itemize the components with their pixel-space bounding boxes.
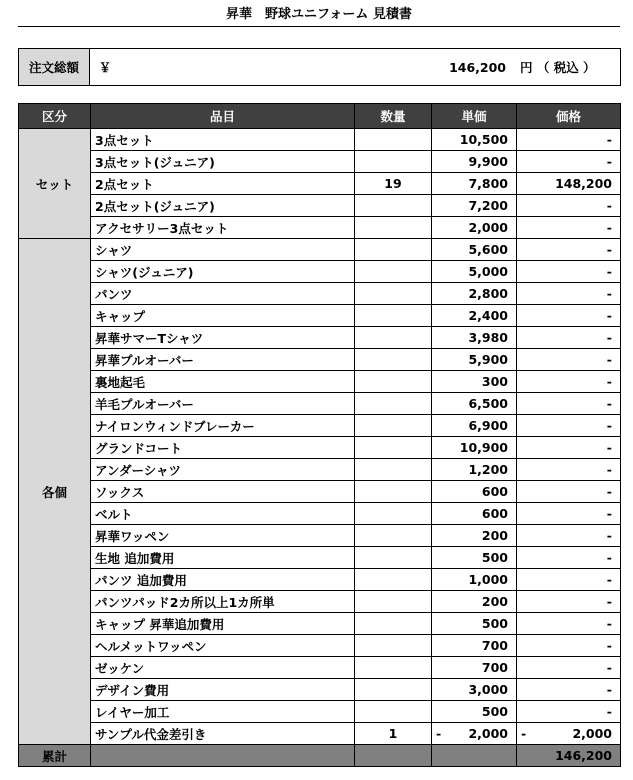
table-row xyxy=(19,525,621,547)
table-row xyxy=(19,239,621,261)
unit-price-cell: 3,000 xyxy=(432,679,517,701)
unit-price-cell: 2,000 xyxy=(432,217,517,239)
qty-cell xyxy=(355,261,432,283)
item-cell: ソックス xyxy=(91,481,355,503)
item-cell: ゼッケン xyxy=(91,657,355,679)
item-cell: パンツ 追加費用 xyxy=(91,569,355,591)
price-cell: - xyxy=(517,503,621,525)
footer-total: 146,200 xyxy=(517,745,621,767)
unit-price-cell: 6,500 xyxy=(432,393,517,415)
item-cell: 裏地起毛 xyxy=(91,371,355,393)
price-cell: - xyxy=(517,305,621,327)
qty-cell xyxy=(355,591,432,613)
table-row xyxy=(19,437,621,459)
qty-cell xyxy=(355,547,432,569)
unit-price-cell: 7,800 xyxy=(432,173,517,195)
unit-price-cell: 5,900 xyxy=(432,349,517,371)
unit-price-cell: 500 xyxy=(432,613,517,635)
unit-price-cell: 200 xyxy=(432,525,517,547)
table-row xyxy=(19,327,621,349)
col-header-qty: 数量 xyxy=(355,104,432,129)
price-cell: - xyxy=(517,547,621,569)
unit-price-cell: 600 xyxy=(432,503,517,525)
qty-cell xyxy=(355,679,432,701)
item-cell: レイヤー加工 xyxy=(91,701,355,723)
item-cell: シャツ xyxy=(91,239,355,261)
price-cell: - xyxy=(517,657,621,679)
item-cell: グランドコート xyxy=(91,437,355,459)
unit-price-cell: 3,980 xyxy=(432,327,517,349)
table-row xyxy=(19,591,621,613)
currency-symbol: ￥ xyxy=(98,60,112,75)
unit-price-cell: 700 xyxy=(432,657,517,679)
footer-empty-cell xyxy=(91,745,355,767)
table-row xyxy=(19,305,621,327)
item-cell: 昇華ワッペン xyxy=(91,525,355,547)
price-cell: - xyxy=(517,195,621,217)
table-row xyxy=(19,701,621,723)
price-cell: - xyxy=(517,239,621,261)
footer-empty-cell xyxy=(432,745,517,767)
table-row xyxy=(19,261,621,283)
item-cell: パンツパッド2カ所以上1カ所単 xyxy=(91,591,355,613)
qty-cell xyxy=(355,569,432,591)
item-cell: 3点セット(ジュニア) xyxy=(91,151,355,173)
price-cell: - xyxy=(517,129,621,151)
item-cell: アクセサリー3点セット xyxy=(91,217,355,239)
unit-price-cell: 2,400 xyxy=(432,305,517,327)
col-header-category: 区分 xyxy=(19,104,91,129)
qty-cell xyxy=(355,525,432,547)
table-row xyxy=(19,613,621,635)
table-row xyxy=(19,129,621,151)
item-cell: 2点セット xyxy=(91,173,355,195)
price-cell: - xyxy=(517,437,621,459)
table-header-row xyxy=(19,104,621,129)
table-footer-row xyxy=(19,745,621,767)
table-row xyxy=(19,349,621,371)
table-row xyxy=(19,173,621,195)
table-row xyxy=(19,151,621,173)
item-cell: デザイン費用 xyxy=(91,679,355,701)
unit-price-cell: 10,500 xyxy=(432,129,517,151)
price-cell: - xyxy=(517,283,621,305)
price-cell: - xyxy=(517,415,621,437)
unit-price-cell: 9,900 xyxy=(432,151,517,173)
col-header-item: 品目 xyxy=(91,104,355,129)
item-cell: 羊毛プルオーバー xyxy=(91,393,355,415)
table-row xyxy=(19,415,621,437)
unit-price-cell: 700 xyxy=(432,635,517,657)
price-cell: - xyxy=(517,525,621,547)
footer-label: 累計 xyxy=(19,745,91,767)
footer-empty-cell xyxy=(355,745,432,767)
unit-price-cell: 5,600 xyxy=(432,239,517,261)
unit-price-cell: 300 xyxy=(432,371,517,393)
table-row xyxy=(19,393,621,415)
item-cell: 3点セット xyxy=(91,129,355,151)
unit-price-cell: 600 xyxy=(432,481,517,503)
order-total-box xyxy=(18,48,621,86)
price-cell: - xyxy=(517,635,621,657)
qty-cell xyxy=(355,283,432,305)
price-cell: - xyxy=(517,393,621,415)
item-cell: 昇華サマーTシャツ xyxy=(91,327,355,349)
table-row xyxy=(19,371,621,393)
item-cell: ヘルメットワッペン xyxy=(91,635,355,657)
price-cell: 148,200 xyxy=(517,173,621,195)
unit-price-cell: 500 xyxy=(432,547,517,569)
estimate-table xyxy=(18,103,621,767)
table-row xyxy=(19,459,621,481)
table-row xyxy=(19,547,621,569)
unit-price-cell: 7,200 xyxy=(432,195,517,217)
col-header-unit-price: 単価 xyxy=(432,104,517,129)
item-cell: キャップ xyxy=(91,305,355,327)
qty-cell xyxy=(355,481,432,503)
qty-cell xyxy=(355,305,432,327)
qty-cell xyxy=(355,613,432,635)
qty-cell: 19 xyxy=(355,173,432,195)
price-cell: - xyxy=(517,569,621,591)
unit-price-cell: 1,000 xyxy=(432,569,517,591)
item-cell: ナイロンウィンドブレーカー xyxy=(91,415,355,437)
qty-cell xyxy=(355,217,432,239)
qty-cell xyxy=(355,349,432,371)
price-cell: - xyxy=(517,371,621,393)
table-row xyxy=(19,657,621,679)
price-cell: - xyxy=(517,701,621,723)
category-cell: 各個 xyxy=(19,239,91,745)
item-cell: サンプル代金差引き xyxy=(91,723,355,745)
document-title: 昇華 野球ユニフォーム 見積書 xyxy=(18,4,620,27)
qty-cell: 1 xyxy=(355,723,432,745)
unit-price-cell: 10,900 xyxy=(432,437,517,459)
item-cell: シャツ(ジュニア) xyxy=(91,261,355,283)
qty-cell xyxy=(355,195,432,217)
item-cell: 昇華プルオーバー xyxy=(91,349,355,371)
unit-price-cell: 5,000 xyxy=(432,261,517,283)
unit-price-cell: 6,900 xyxy=(432,415,517,437)
price-cell: - xyxy=(517,151,621,173)
item-cell: キャップ 昇華追加費用 xyxy=(91,613,355,635)
item-cell: 2点セット(ジュニア) xyxy=(91,195,355,217)
price-cell: - xyxy=(517,591,621,613)
qty-cell xyxy=(355,459,432,481)
item-cell: アンダーシャツ xyxy=(91,459,355,481)
qty-cell xyxy=(355,701,432,723)
table-row xyxy=(19,679,621,701)
qty-cell xyxy=(355,151,432,173)
price-cell: - xyxy=(517,459,621,481)
qty-cell xyxy=(355,393,432,415)
price-cell: - xyxy=(517,613,621,635)
table-row xyxy=(19,481,621,503)
qty-cell xyxy=(355,371,432,393)
unit-price-cell: 500 xyxy=(432,701,517,723)
qty-cell xyxy=(355,239,432,261)
category-cell: セット xyxy=(19,129,91,239)
unit-price-cell: - 2,000 xyxy=(432,723,517,745)
order-total-unit: 円 （ 税込 ） xyxy=(520,60,596,75)
price-cell: - xyxy=(517,679,621,701)
table-row xyxy=(19,635,621,657)
price-cell: - xyxy=(517,327,621,349)
price-cell: - 2,000 xyxy=(517,723,621,745)
item-cell: パンツ xyxy=(91,283,355,305)
unit-price-cell: 2,800 xyxy=(432,283,517,305)
table-row xyxy=(19,217,621,239)
item-cell: ベルト xyxy=(91,503,355,525)
unit-price-cell: 200 xyxy=(432,591,517,613)
qty-cell xyxy=(355,503,432,525)
qty-cell xyxy=(355,635,432,657)
col-header-price: 価格 xyxy=(517,104,621,129)
table-row xyxy=(19,283,621,305)
price-cell: - xyxy=(517,217,621,239)
item-cell: 生地 追加費用 xyxy=(91,547,355,569)
unit-price-cell: 1,200 xyxy=(432,459,517,481)
price-cell: - xyxy=(517,261,621,283)
order-total-label: 注文総額 xyxy=(19,49,90,85)
price-cell: - xyxy=(517,481,621,503)
table-row xyxy=(19,723,621,745)
qty-cell xyxy=(355,415,432,437)
qty-cell xyxy=(355,437,432,459)
price-cell: - xyxy=(517,349,621,371)
table-row xyxy=(19,569,621,591)
table-row xyxy=(19,503,621,525)
qty-cell xyxy=(355,657,432,679)
order-total-amount: 146,200 xyxy=(449,59,506,75)
table-row xyxy=(19,195,621,217)
qty-cell xyxy=(355,129,432,151)
qty-cell xyxy=(355,327,432,349)
